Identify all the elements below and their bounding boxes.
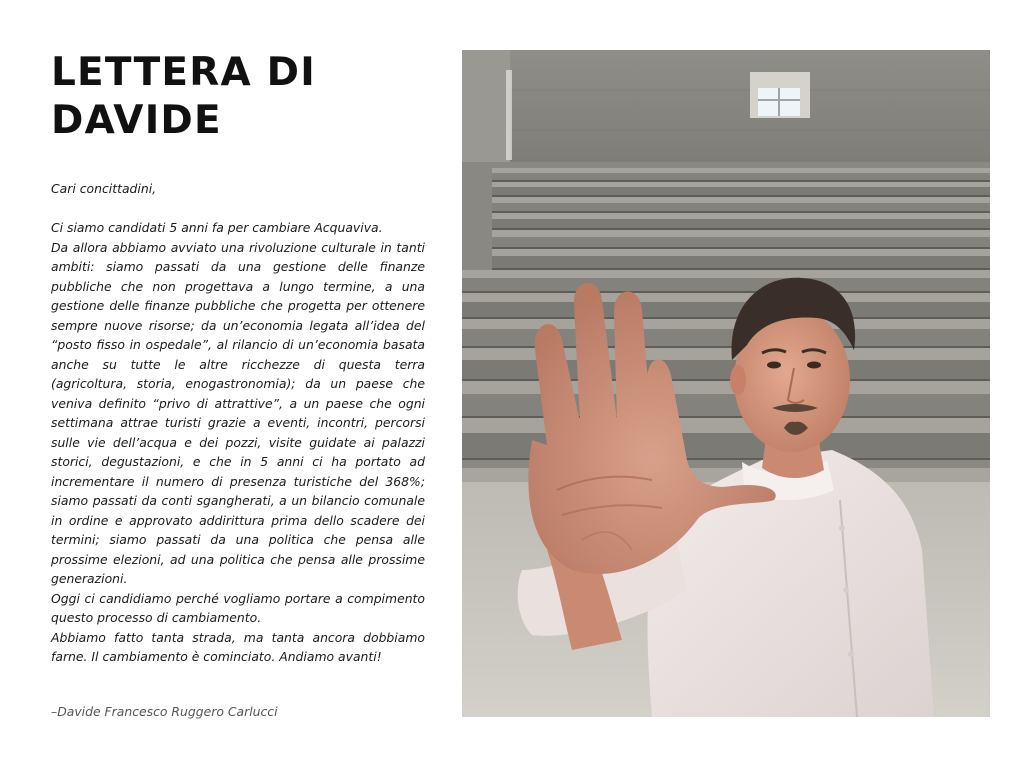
title-line-2: DAVIDE [51, 98, 222, 143]
letter-paragraph-3: Oggi ci candidiamo perché vogliamo portare a compimento questo processo di cambiamento. [51, 590, 425, 625]
step-tread [492, 213, 990, 219]
letter-paragraph-4: Abbiamo fatto tanta strada, ma tanta ancora dobbiamo farne. Il cambiamento è cominciato. Andiamo avanti! [51, 629, 425, 664]
step-edge [462, 416, 990, 418]
letter-body [51, 179, 425, 667]
step-edge [492, 195, 990, 197]
step-tread [492, 197, 990, 203]
letter-greeting: Cari concittadini, [51, 181, 157, 196]
step-edge [492, 211, 990, 213]
letter-paragraph-1: Ci siamo candidati 5 anni fa per cambiare Acquaviva. [51, 220, 383, 235]
window [750, 72, 810, 118]
letter-signature: –Davide Francesco Ruggero Carlucci [51, 704, 278, 719]
step-tread [492, 182, 990, 187]
step-edge [462, 317, 990, 319]
step-riser [462, 302, 990, 319]
step-edge [492, 228, 990, 230]
tribune-steps [462, 162, 990, 480]
step-tread [492, 168, 990, 173]
step-tread [462, 418, 990, 433]
portrait-photo [462, 50, 990, 717]
step-tread [492, 249, 990, 256]
step-tread [462, 293, 990, 302]
step-tread [492, 230, 990, 237]
step-riser [492, 256, 990, 270]
title-line-1: LETTERA DI [51, 50, 316, 95]
step-tread [462, 270, 990, 278]
step-edge [492, 268, 990, 270]
step-edge [492, 247, 990, 249]
step-riser [462, 278, 990, 293]
letter-title [51, 49, 431, 145]
step-edge [462, 291, 990, 293]
letter-paragraph-2: Da allora abbiamo avviato una rivoluzione culturale in tanti ambiti: siamo passati da una gestione delle finanze pubbliche che non progettava a lungo termine, a una gestione delle finanze pubbliche che progetta per ottenere sempre nuove risorse; da un’economia legata all’idea del “posto fisso in ospedale”, al rilancio di un’economia basata anche su tutte le altre ricchezze di questa terra (agricoltura, storia, enogastronomia); da un paese che veniva definito “privo di attrattive”, a un paese che ogni settimana attrae turisti grazie a eventi, incontri, percorsi sulle vie dell’acqua e dei pozzi, visite guidate ai palazzi storici, degustazioni, e che in 5 anni ci ha portato ad incrementare il numero di presenza turistiche del 368%; siamo passati da conti sgangherati, a un bilancio comunale in ordine e approvato addirittura prima dello scadere dei termini; siamo passati da una politica che pensa alle prossime elezioni, ad una politica che pensa alle prossime generazioni. [51, 239, 425, 586]
portrait-photo-illustration [462, 50, 990, 717]
step-edge [492, 180, 990, 182]
